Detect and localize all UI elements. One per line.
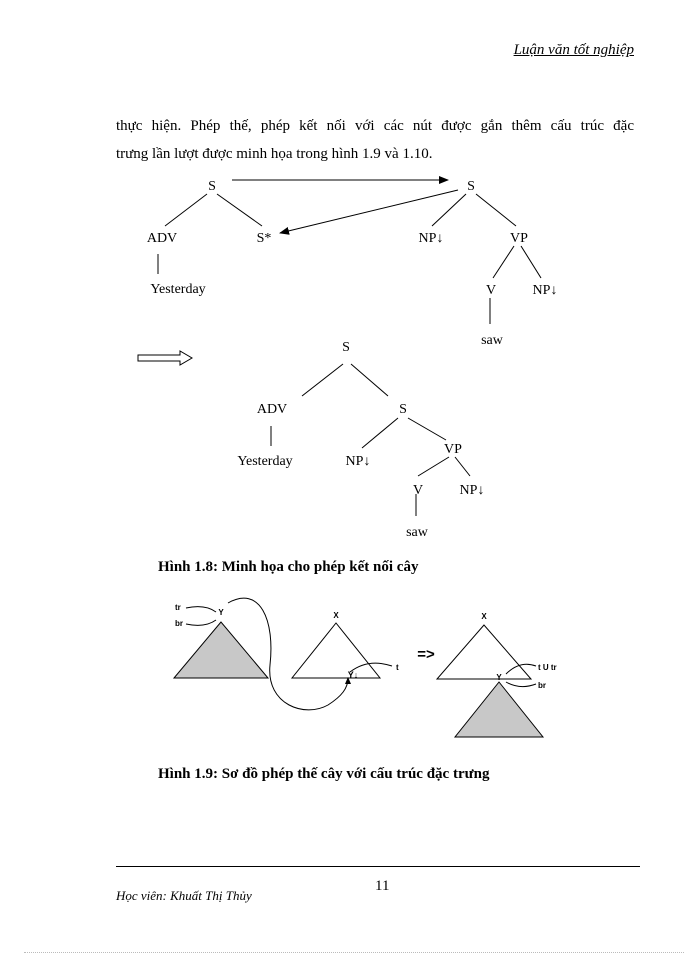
paragraph-line-1: thực hiện. Phép thế, phép kết nối với các nút được gắn thêm cấu trúc đặc (116, 118, 634, 134)
result-arrow-icon (138, 351, 192, 365)
tr-connector (186, 607, 216, 612)
figure-1-9-caption: Hình 1.9: Sơ đồ phép thế cây với cấu trúc đặc trưng (158, 766, 490, 782)
tree2-np2: NP↓ (532, 283, 558, 298)
figure-1-8-caption: Hình 1.8: Minh họa cho phép kết nối cây (158, 559, 419, 575)
tree2-v: V (485, 283, 497, 298)
label-t-u-tr: t U tr (538, 663, 557, 672)
right-tree (437, 625, 531, 679)
label-br2: br (538, 681, 546, 690)
br-connector (186, 620, 216, 625)
label-y2: Y (496, 673, 502, 682)
result-np2: NP↓ (459, 483, 485, 498)
right-shaded-tree (455, 682, 543, 737)
footer-divider (116, 866, 640, 867)
left-shaded-tree (174, 622, 268, 678)
implies-arrow: => (417, 646, 435, 663)
result-v: V (412, 483, 424, 498)
label-y-down: Y↓ (347, 670, 359, 680)
tree2-leaf: saw (481, 333, 503, 348)
tree2-np: NP↓ (418, 231, 444, 246)
result-tree (271, 364, 470, 516)
label-tr: tr (175, 603, 181, 612)
tree1-adv: ADV (146, 231, 178, 246)
result-vp: VP (444, 442, 462, 457)
middle-tree (292, 623, 380, 678)
result-leaf: saw (406, 525, 428, 540)
br2-connector (506, 682, 536, 687)
result-root: S (342, 340, 350, 355)
label-t: t (396, 663, 399, 672)
tree2-root: S (467, 179, 475, 194)
figure-1-9 (174, 598, 557, 737)
page-bottom-border (24, 952, 684, 953)
label-y: Y (218, 608, 224, 617)
result-s: S (399, 402, 407, 417)
tutr-connector (506, 664, 536, 674)
page-number: 11 (375, 878, 390, 894)
result-np: NP↓ (345, 454, 371, 469)
result-adv: ADV (256, 402, 288, 417)
result-adv-leaf: Yesterday (237, 454, 293, 469)
label-br: br (175, 619, 183, 628)
tree-2 (432, 194, 541, 324)
running-header: Luận văn tốt nghiệp (513, 42, 634, 58)
arrow-s-to-sstar (280, 190, 458, 233)
paragraph-line-2: trưng lần lượt được minh họa trong hình 1.9 và 1.10. (116, 146, 433, 162)
tree2-vp: VP (510, 231, 528, 246)
tree1-leaf: Yesterday (150, 282, 206, 297)
label-x2: X (481, 612, 487, 621)
footer-student: Học viên: Khuất Thị Thủy (116, 888, 252, 903)
tree1-root: S (208, 179, 216, 194)
label-x: X (333, 611, 339, 620)
figure-1-8 (138, 179, 557, 540)
tree1-s-star: S* (256, 231, 272, 246)
